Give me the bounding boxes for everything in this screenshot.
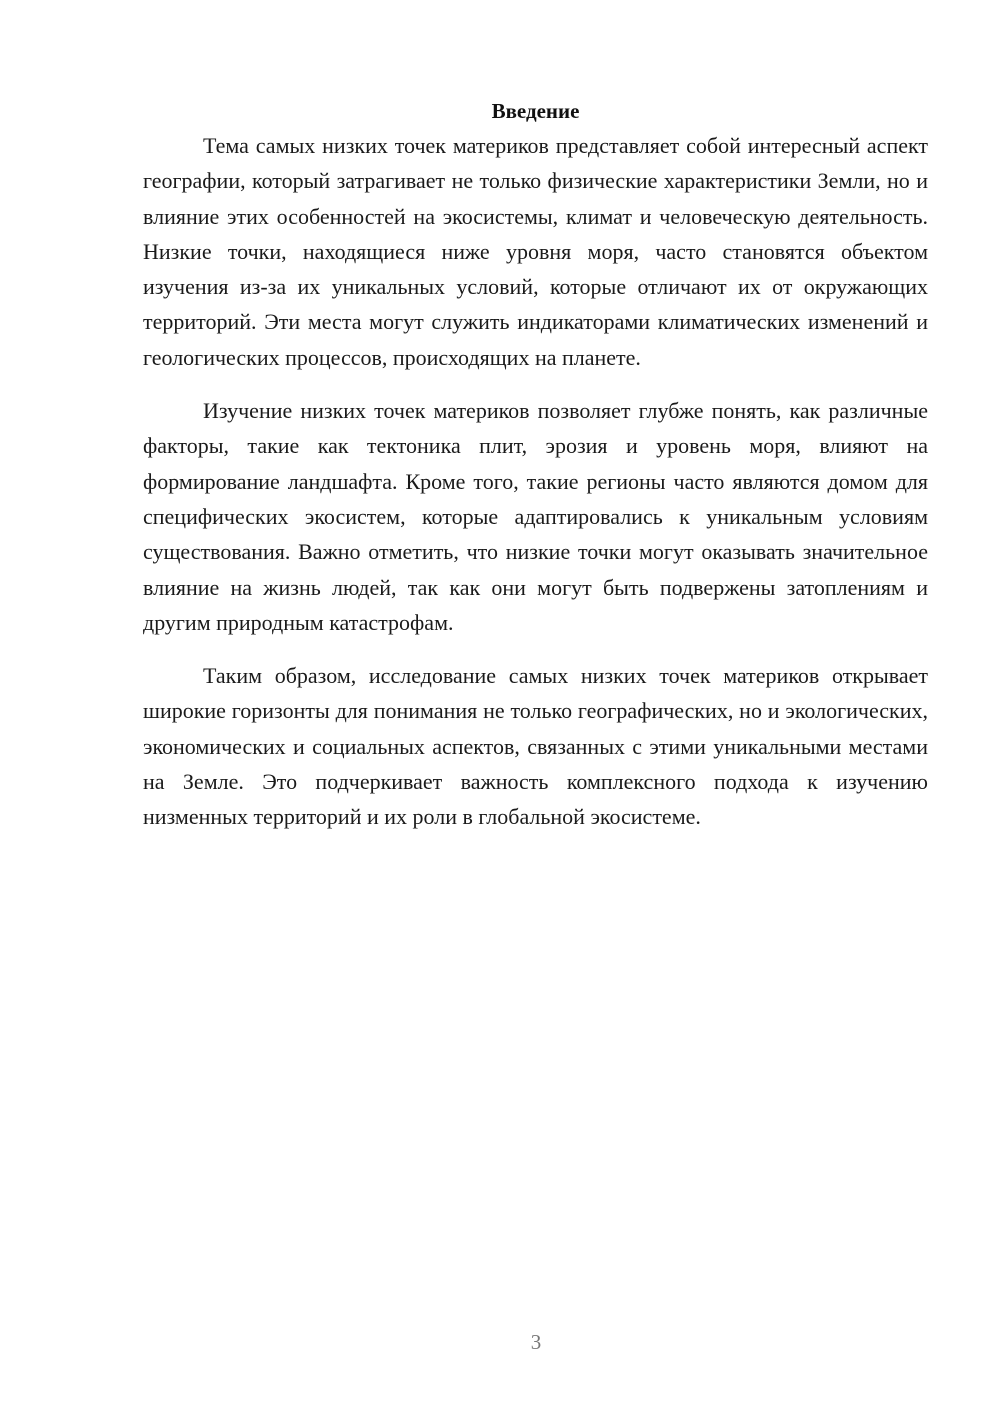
paragraph-1: Тема самых низких точек материков представляет собой интересный аспект географии, который затрагивает не только физические характеристики Земли, но и влияние этих особенностей на экосистемы, климат и человеческую деятельность. Низкие точки, находящиеся ниже уровня моря, часто становятся объектом изучения из-за их уникальных условий, которые отличают их от окружающих территорий. Эти места могут служить индикаторами климатических изменений и геологических процессов, происходящих на планете. [143, 133, 928, 370]
page-number: 3 [530, 1330, 542, 1354]
document-body [143, 94, 928, 835]
section-heading: Введение [491, 99, 580, 123]
paragraph-2: Изучение низких точек материков позволяет глубже понять, как различные факторы, такие как тектоника плит, эрозия и уровень моря, влияют на формирование ландшафта. Кроме того, такие регионы часто являются домом для специфических экосистем, которые адаптировались к уникальным условиям существования. Важно отметить, что низкие точки могут оказывать значительное влияние на жизнь людей, так как они могут быть подвержены затоплениям и другим природным катастрофам. [143, 398, 928, 635]
paragraph-3: Таким образом, исследование самых низких точек материков открывает широкие горизонты для понимания не только географических, но и экологических, экономических и социальных аспектов, связанных с этими уникальными местами на Земле. Это подчеркивает важность комплексного подхода к изучению низменных территорий и их роли в глобальной экосистеме. [143, 663, 928, 830]
